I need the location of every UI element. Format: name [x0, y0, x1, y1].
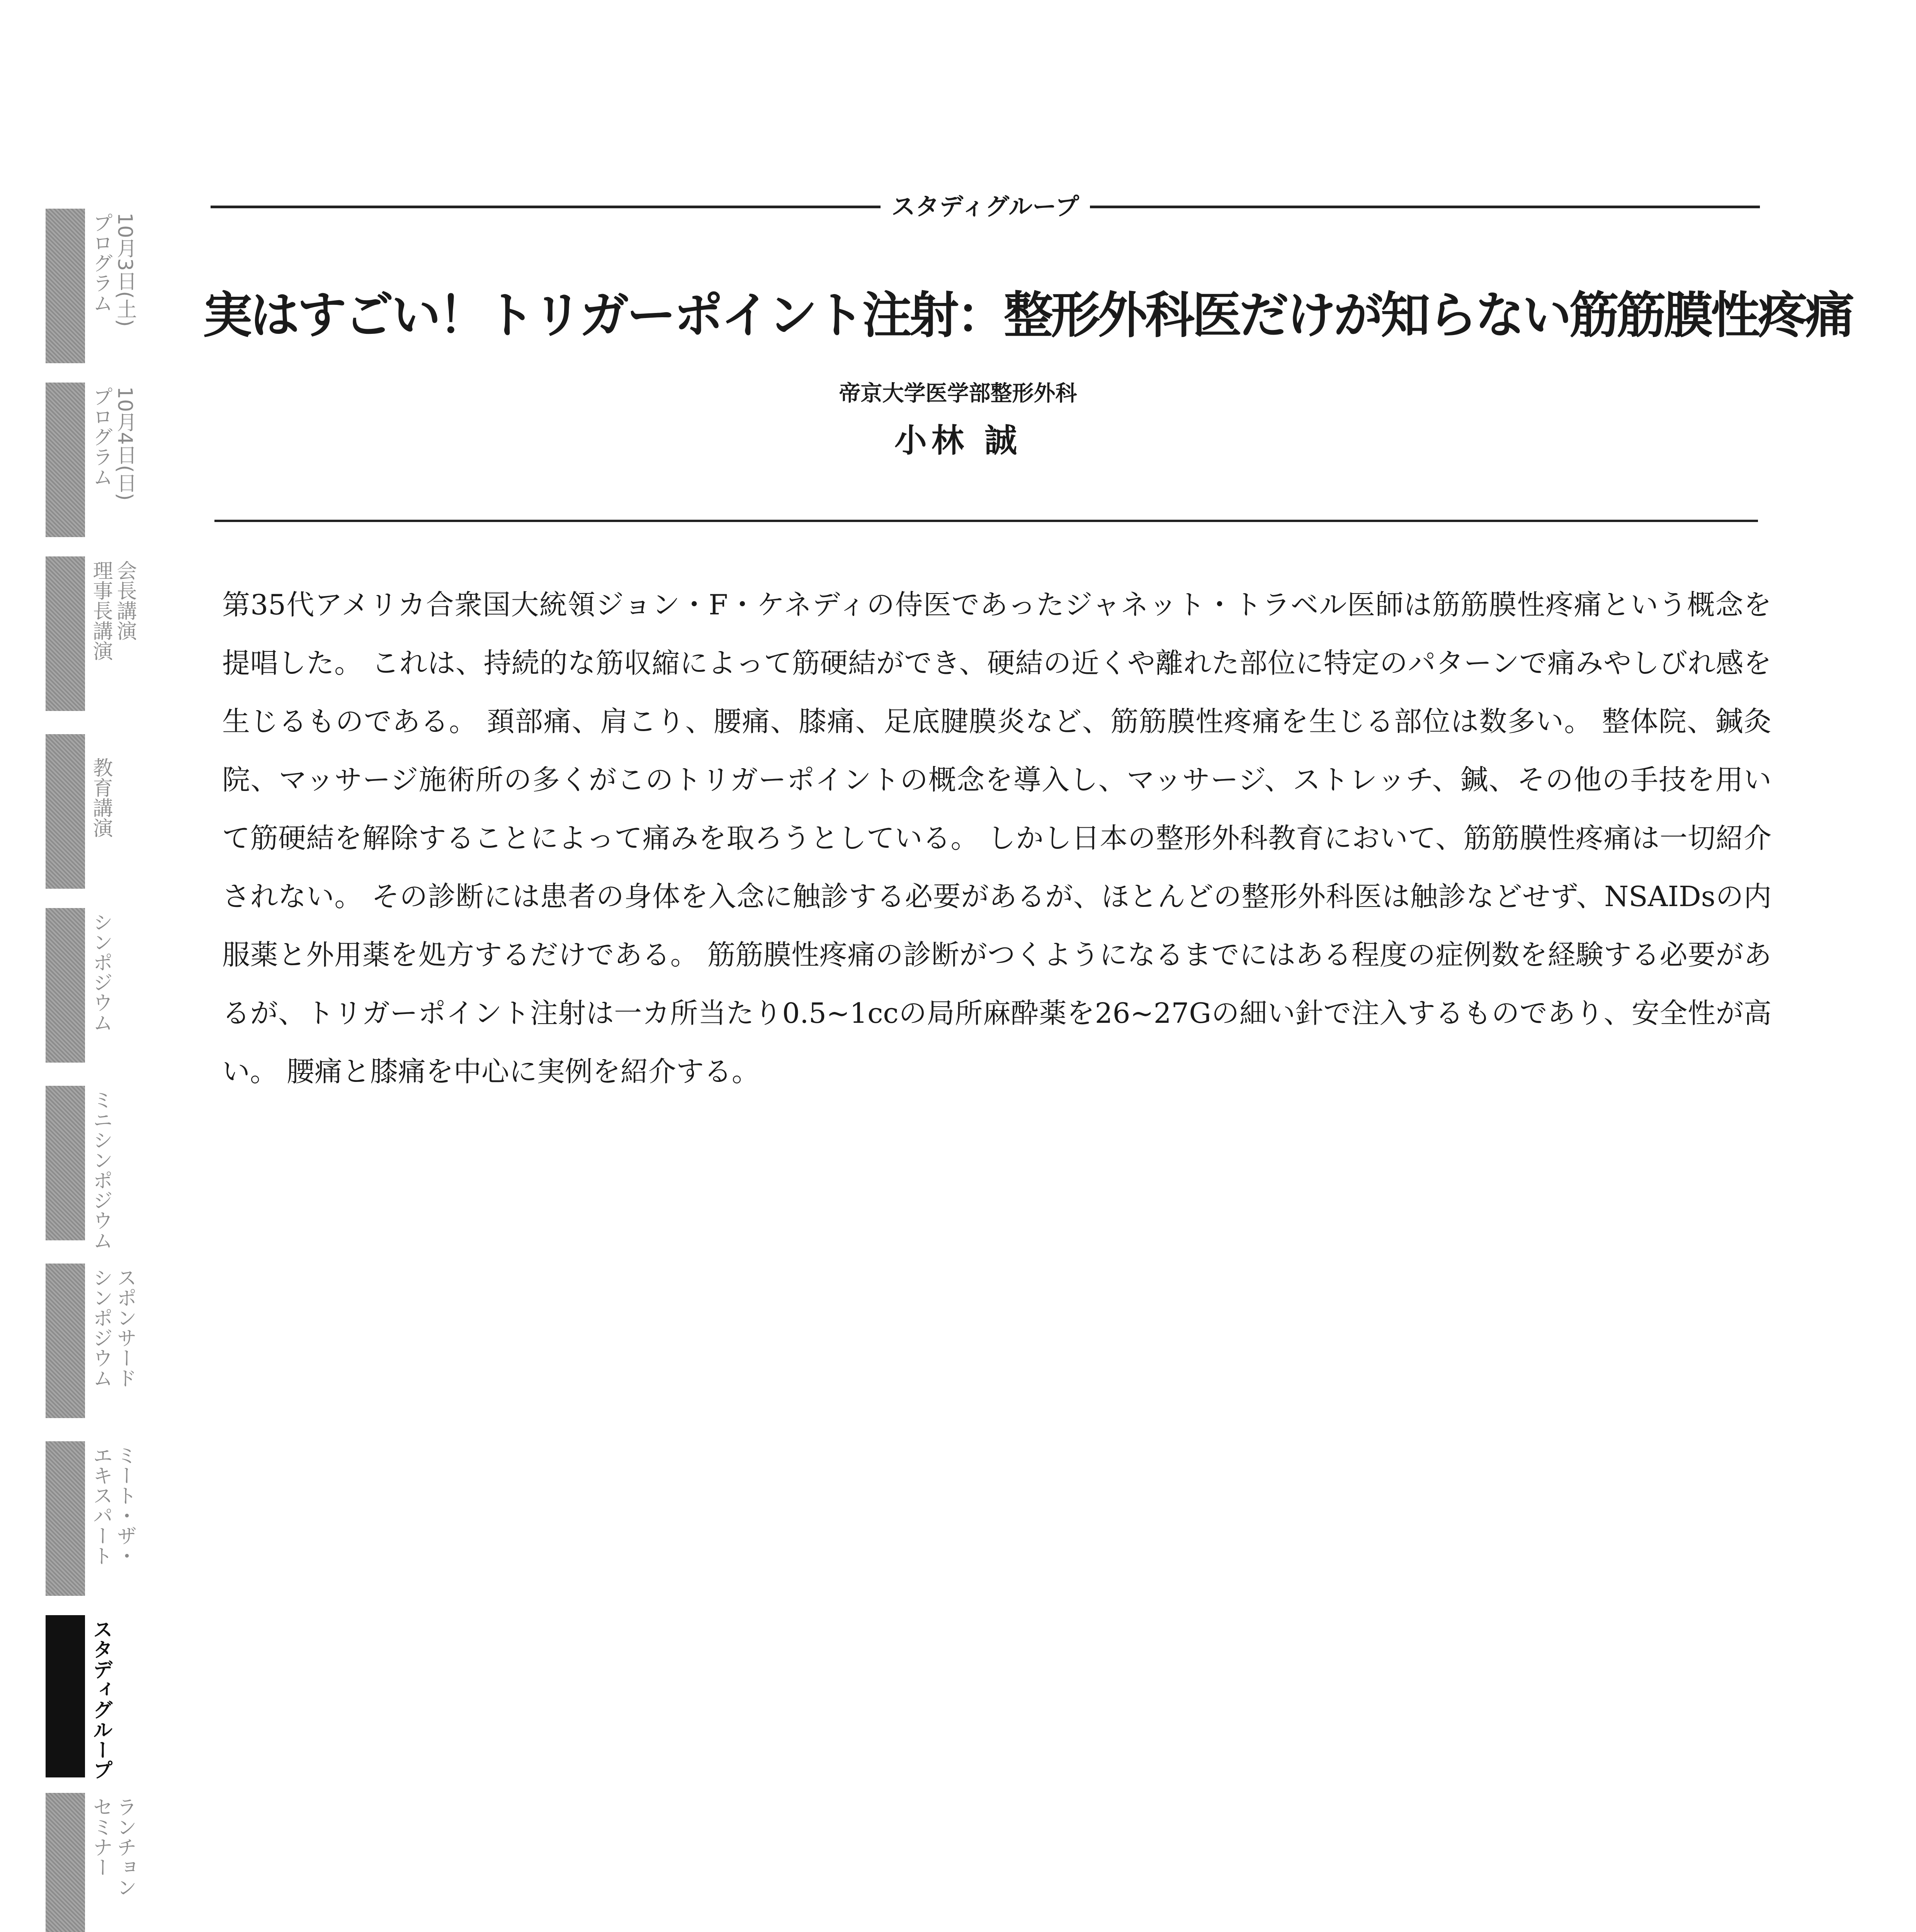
- title-divider: [214, 520, 1758, 522]
- tab-label: ミート・ザ・ エキスパート: [89, 1445, 136, 1566]
- author-affiliation: 帝京大学医学部整形外科: [839, 381, 1077, 406]
- abstract-body: 第35代アメリカ合衆国大統領ジョン・F・ケネディの侍医であったジャネット・トラベル医師は筋筋膜性疼痛という概念を提唱した。 これは、持続的な筋収縮によって筋硬結ができ、硬結の近くや離れた部位に特定のパターンで痛みやしびれ感を生じるものである。 頚部痛、肩こり、腰痛、膝痛、足底腱膜炎など、筋筋膜性疼痛を生じる部位は数多い。 整体院、鍼灸院、マッサージ施術所の多くがこのトリガーポイントの概念を導入し、マッサージ、ストレッチ、鍼、その他の手技を用いて筋硬結を解除することによって痛みを取ろうとしている。 しかし日本の整形外科教育において、筋筋膜性疼痛は一切紹介されない。 その診断には患者の身体を入念に触診する必要があるが、ほとんどの整形外科医は触診などせず、NSAIDsの内服薬と外用薬を処方するだけである。 筋筋膜性疼痛の診断がつくようになるまでにはある程度の症例数を経験する必要があるが、トリガーポイント注射は一カ所当たり0.5~1ccの局所麻酔薬を26~27Gの細い針で注入するものであり、安全性が高い。 腰痛と膝痛を中心に実例を紹介する。: [222, 588, 1771, 1088]
- tab-label: スポンサード シンポジウム: [89, 1267, 136, 1388]
- tab-label: ランチョン セミナー: [89, 1797, 136, 1897]
- tab-bar: [46, 908, 85, 1063]
- tab-label: 10月4日(日) プログラム: [89, 386, 136, 501]
- header-rule-right: [1090, 206, 1760, 208]
- tab-label: シンポジウム: [89, 912, 112, 1032]
- tab-bar: [46, 1441, 85, 1596]
- tab-bar: [46, 734, 85, 889]
- tab-bar: [46, 1793, 85, 1932]
- tab-label: 教育講演: [89, 757, 112, 838]
- tab-label: スタディグループ: [89, 1619, 112, 1780]
- section-header: [211, 189, 1760, 224]
- article-title: 実はすごい！トリガーポイント注射：整形外科医だけが知らない筋筋膜性疼痛: [203, 286, 1852, 344]
- tab-sponsored-symposium: [0, 1264, 185, 1418]
- tab-bar: [46, 209, 85, 363]
- tab-presidential-lecture: [0, 556, 185, 711]
- tab-oct3-program: [0, 209, 185, 363]
- tab-educational-lecture: [0, 734, 185, 889]
- tab-bar: [46, 556, 85, 711]
- header-rule-left: [211, 206, 881, 208]
- tab-study-group: [0, 1615, 185, 1780]
- section-index-tabs: [0, 0, 185, 1932]
- tab-label: 会長講演 理事長講演: [89, 560, 136, 661]
- section-label: スタディグループ: [891, 192, 1080, 221]
- tab-meet-the-expert: [0, 1441, 185, 1596]
- tab-luncheon-seminar: [0, 1793, 185, 1932]
- tab-bar: [46, 1264, 85, 1418]
- author-name: 小林 誠: [894, 421, 1022, 459]
- tab-bar: [46, 1086, 85, 1240]
- tab-bar: [46, 1615, 85, 1777]
- tab-label: 10月3日(土) プログラム: [89, 213, 136, 327]
- tab-mini-symposium: [0, 1086, 185, 1250]
- tab-symposium: [0, 908, 185, 1063]
- tab-label: ミニシンポジウム: [89, 1090, 112, 1250]
